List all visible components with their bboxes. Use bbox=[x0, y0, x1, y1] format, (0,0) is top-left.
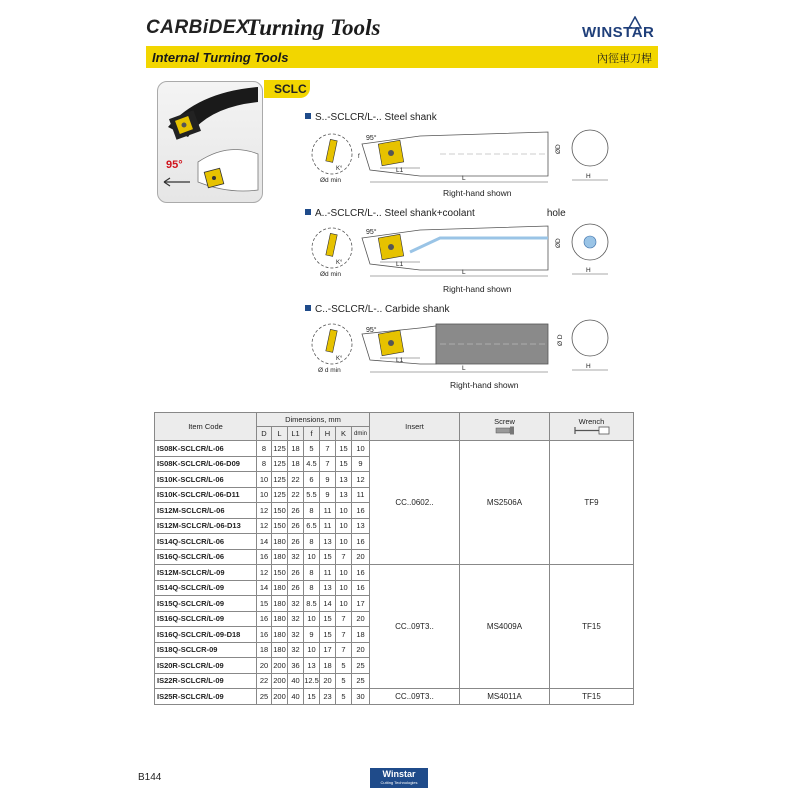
dim-cell: 4.5 bbox=[304, 456, 320, 472]
insert-cell: CC..09T3.. bbox=[370, 565, 460, 689]
item-code-cell: IS16Q-SCLCR/L-09-D18 bbox=[155, 627, 257, 643]
dim-cell: 150 bbox=[272, 518, 288, 534]
screw-cell: MS4009A bbox=[460, 565, 550, 689]
dim-l1: L1 bbox=[396, 167, 404, 174]
dim-cell: 15 bbox=[257, 596, 272, 612]
dim-l: L bbox=[462, 269, 466, 276]
dim-cell: 26 bbox=[288, 503, 304, 519]
logo-text: WINSTAR bbox=[582, 24, 655, 41]
col-dim-dmin: dmin bbox=[352, 427, 370, 441]
item-code-cell: IS15Q-SCLCR/L-09 bbox=[155, 596, 257, 612]
dim-cell: 16 bbox=[352, 565, 370, 581]
dim-cell: 6 bbox=[304, 472, 320, 488]
dim-cell: 10 bbox=[336, 565, 352, 581]
dim-cell: 11 bbox=[352, 487, 370, 503]
dim-angle: 95° bbox=[366, 135, 377, 142]
steel-shank-diagram bbox=[300, 126, 620, 190]
dim-cell: 12 bbox=[257, 565, 272, 581]
dim-cell: 7 bbox=[336, 549, 352, 565]
section-3-caption: Right-hand shown bbox=[450, 380, 519, 390]
item-code-cell: IS14Q-SCLCR/L-06 bbox=[155, 534, 257, 550]
bullet-square-icon bbox=[305, 113, 311, 119]
dim-cell: 8 bbox=[304, 565, 320, 581]
section-1-caption: Right-hand shown bbox=[443, 188, 512, 198]
dim-cell: 40 bbox=[288, 689, 304, 705]
dim-cell: 13 bbox=[320, 534, 336, 550]
dim-cell: 11 bbox=[320, 565, 336, 581]
bullet-square-icon bbox=[305, 209, 311, 215]
dim-cell: 5 bbox=[336, 673, 352, 689]
dim-cell: 17 bbox=[352, 596, 370, 612]
product-code-tab: SCLC bbox=[264, 80, 310, 98]
dim-cell: 20 bbox=[352, 642, 370, 658]
dim-angle: 95° bbox=[366, 327, 377, 334]
dim-dmin: Ød min bbox=[320, 177, 341, 184]
dim-cell: 5.5 bbox=[304, 487, 320, 503]
dim-k: K° bbox=[336, 166, 343, 172]
dim-cell: 180 bbox=[272, 642, 288, 658]
dim-cell: 15 bbox=[320, 549, 336, 565]
dim-cell: 15 bbox=[336, 456, 352, 472]
brand-name: CARBiDEX bbox=[146, 17, 250, 38]
dim-cell: 22 bbox=[257, 673, 272, 689]
dim-cell: 32 bbox=[288, 549, 304, 565]
dim-cell: 32 bbox=[288, 642, 304, 658]
wrench-icon bbox=[573, 426, 611, 435]
dim-d: ØD bbox=[555, 238, 562, 248]
spec-table bbox=[154, 412, 634, 705]
dim-cell: 7 bbox=[336, 611, 352, 627]
dim-cell: 10 bbox=[336, 534, 352, 550]
item-code-cell: IS16Q-SCLCR/L-09 bbox=[155, 611, 257, 627]
dim-cell: 26 bbox=[288, 534, 304, 550]
dim-cell: 18 bbox=[352, 627, 370, 643]
dim-cell: 16 bbox=[257, 611, 272, 627]
dim-cell: 17 bbox=[320, 642, 336, 658]
dim-cell: 7 bbox=[336, 642, 352, 658]
dim-cell: 22 bbox=[288, 487, 304, 503]
dim-cell: 10 bbox=[336, 518, 352, 534]
dim-dmin: Ø d min bbox=[318, 367, 341, 374]
screw-cell: MS2506A bbox=[460, 441, 550, 565]
insert-cell: CC..0602.. bbox=[370, 441, 460, 565]
item-code-cell: IS08K-SCLCR/L-06-D09 bbox=[155, 456, 257, 472]
dim-cell: 26 bbox=[288, 518, 304, 534]
screw-cell: MS4011A bbox=[460, 689, 550, 705]
dim-cell: 12.5 bbox=[304, 673, 320, 689]
dim-cell: 16 bbox=[257, 549, 272, 565]
wrench-cell: TF9 bbox=[550, 441, 634, 565]
item-code-cell: IS16Q-SCLCR/L-06 bbox=[155, 549, 257, 565]
dim-cell: 6.5 bbox=[304, 518, 320, 534]
dim-cell: 18 bbox=[257, 642, 272, 658]
section-label-cn: 內徑車刀桿 bbox=[597, 53, 652, 65]
dim-cell: 10 bbox=[304, 642, 320, 658]
item-code-cell: IS20R-SCLCR/L-09 bbox=[155, 658, 257, 674]
col-dim-h: H bbox=[320, 427, 336, 441]
dim-cell: 180 bbox=[272, 549, 288, 565]
dim-cell: 36 bbox=[288, 658, 304, 674]
dim-cell: 25 bbox=[352, 658, 370, 674]
dim-cell: 15 bbox=[320, 611, 336, 627]
dim-l1: L1 bbox=[396, 357, 404, 364]
dim-cell: 23 bbox=[320, 689, 336, 705]
dim-cell: 125 bbox=[272, 472, 288, 488]
insert-cell: CC..09T3.. bbox=[370, 689, 460, 705]
dim-cell: 32 bbox=[288, 627, 304, 643]
item-code-cell: IS25R-SCLCR/L-09 bbox=[155, 689, 257, 705]
col-dim-l: L bbox=[272, 427, 288, 441]
dim-cell: 8 bbox=[257, 456, 272, 472]
dim-cell: 180 bbox=[272, 611, 288, 627]
dim-cell: 180 bbox=[272, 596, 288, 612]
dim-cell: 20 bbox=[352, 611, 370, 627]
col-dim-k: K bbox=[336, 427, 352, 441]
section-2-title: A..-SCLCR/L-.. Steel shank+coolant hole bbox=[305, 208, 566, 219]
col-dimensions: Dimensions, mm bbox=[257, 413, 370, 427]
dim-cell: 5 bbox=[304, 441, 320, 457]
dim-cell: 13 bbox=[336, 472, 352, 488]
table-row bbox=[155, 441, 634, 457]
col-wrench: Wrench bbox=[550, 413, 634, 441]
dim-cell: 16 bbox=[352, 580, 370, 596]
dim-cell: 12 bbox=[257, 503, 272, 519]
dim-cell: 30 bbox=[352, 689, 370, 705]
dim-l: L bbox=[462, 175, 466, 182]
dim-cell: 18 bbox=[288, 456, 304, 472]
dim-cell: 5 bbox=[336, 689, 352, 705]
dim-dmin: Ød min bbox=[320, 271, 341, 278]
coolant-shank-diagram bbox=[300, 222, 620, 286]
angle-label: 95° bbox=[166, 159, 183, 171]
table-row bbox=[155, 565, 634, 581]
dim-cell: 8 bbox=[304, 503, 320, 519]
dim-cell: 200 bbox=[272, 689, 288, 705]
item-code-cell: IS10K-SCLCR/L-06 bbox=[155, 472, 257, 488]
screw-icon bbox=[494, 426, 516, 435]
dim-cell: 9 bbox=[320, 472, 336, 488]
dim-cell: 7 bbox=[320, 456, 336, 472]
wrench-cell: TF15 bbox=[550, 689, 634, 705]
dim-cell: 32 bbox=[288, 596, 304, 612]
dim-cell: 14 bbox=[257, 534, 272, 550]
dim-cell: 15 bbox=[320, 627, 336, 643]
dim-cell: 7 bbox=[320, 441, 336, 457]
dim-cell: 200 bbox=[272, 673, 288, 689]
logo-star-icon bbox=[628, 16, 642, 30]
dim-cell: 150 bbox=[272, 503, 288, 519]
dim-cell: 8 bbox=[257, 441, 272, 457]
dim-cell: 22 bbox=[288, 472, 304, 488]
dim-cell: 15 bbox=[336, 441, 352, 457]
col-dim-f: f bbox=[304, 427, 320, 441]
dim-f: f bbox=[358, 154, 360, 160]
item-code-cell: IS12M-SCLCR/L-09 bbox=[155, 565, 257, 581]
col-screw: Screw bbox=[460, 413, 550, 441]
dim-cell: 10 bbox=[257, 472, 272, 488]
dim-cell: 10 bbox=[336, 596, 352, 612]
page-number: B144 bbox=[138, 772, 162, 783]
dim-cell: 8 bbox=[304, 534, 320, 550]
dim-cell: 26 bbox=[288, 565, 304, 581]
dim-cell: 5 bbox=[336, 658, 352, 674]
table-row bbox=[155, 689, 634, 705]
dim-cell: 180 bbox=[272, 627, 288, 643]
dim-l1: L1 bbox=[396, 261, 404, 268]
dim-cell: 20 bbox=[320, 673, 336, 689]
dim-d: ØD bbox=[555, 144, 562, 154]
dim-cell: 14 bbox=[257, 580, 272, 596]
section-3-title: C..-SCLCR/L-.. Carbide shank bbox=[305, 304, 450, 315]
dim-cell: 150 bbox=[272, 565, 288, 581]
dim-cell: 8.5 bbox=[304, 596, 320, 612]
dim-cell: 25 bbox=[257, 689, 272, 705]
dim-cell: 13 bbox=[352, 518, 370, 534]
dim-cell: 26 bbox=[288, 580, 304, 596]
dim-cell: 32 bbox=[288, 611, 304, 627]
dim-cell: 20 bbox=[352, 549, 370, 565]
dim-cell: 10 bbox=[304, 549, 320, 565]
dim-cell: 12 bbox=[352, 472, 370, 488]
dim-cell: 7 bbox=[336, 627, 352, 643]
item-code-cell: IS08K-SCLCR/L-06 bbox=[155, 441, 257, 457]
dim-cell: 20 bbox=[257, 658, 272, 674]
dim-cell: 180 bbox=[272, 580, 288, 596]
col-dim-d: D bbox=[257, 427, 272, 441]
item-code-cell: IS22R-SCLCR/L-09 bbox=[155, 673, 257, 689]
dim-cell: 16 bbox=[352, 503, 370, 519]
dim-cell: 125 bbox=[272, 456, 288, 472]
dim-cell: 125 bbox=[272, 487, 288, 503]
section-label: Internal Turning Tools bbox=[152, 50, 289, 65]
dim-cell: 200 bbox=[272, 658, 288, 674]
carbide-shank-diagram bbox=[300, 318, 620, 382]
item-code-cell: IS18Q-SCLCR-09 bbox=[155, 642, 257, 658]
dim-cell: 14 bbox=[320, 596, 336, 612]
winstar-logo bbox=[582, 16, 656, 42]
dim-cell: 180 bbox=[272, 534, 288, 550]
bullet-square-icon bbox=[305, 305, 311, 311]
wrench-cell: TF15 bbox=[550, 565, 634, 689]
dim-cell: 10 bbox=[304, 611, 320, 627]
dim-h: H bbox=[586, 363, 591, 370]
col-dim-l1: L1 bbox=[288, 427, 304, 441]
item-code-cell: IS10K-SCLCR/L-06-D11 bbox=[155, 487, 257, 503]
dim-cell: 125 bbox=[272, 441, 288, 457]
dim-cell: 9 bbox=[352, 456, 370, 472]
dim-h: H bbox=[586, 267, 591, 274]
dim-cell: 8 bbox=[304, 580, 320, 596]
dim-cell: 13 bbox=[304, 658, 320, 674]
dim-cell: 11 bbox=[320, 503, 336, 519]
dim-angle: 95° bbox=[366, 229, 377, 236]
dim-cell: 18 bbox=[288, 441, 304, 457]
page-title: Turning Tools bbox=[246, 15, 381, 40]
section-2-caption: Right-hand shown bbox=[443, 284, 512, 294]
dim-cell: 10 bbox=[336, 580, 352, 596]
dim-cell: 13 bbox=[320, 580, 336, 596]
dim-d: Ø D bbox=[557, 334, 564, 346]
col-item-code: Item Code bbox=[155, 413, 257, 441]
item-code-cell: IS12M-SCLCR/L-06-D13 bbox=[155, 518, 257, 534]
dim-cell: 16 bbox=[257, 627, 272, 643]
dim-cell: 10 bbox=[257, 487, 272, 503]
dim-cell: 12 bbox=[257, 518, 272, 534]
item-code-cell: IS12M-SCLCR/L-06 bbox=[155, 503, 257, 519]
col-insert: Insert bbox=[370, 413, 460, 441]
dim-cell: 9 bbox=[320, 487, 336, 503]
section-1-title: S..-SCLCR/L-.. Steel shank bbox=[305, 112, 437, 123]
dim-h: H bbox=[586, 173, 591, 180]
dim-cell: 10 bbox=[336, 503, 352, 519]
dim-cell: 40 bbox=[288, 673, 304, 689]
dim-l: L bbox=[462, 365, 466, 372]
section-banner bbox=[146, 46, 658, 68]
product-photo bbox=[157, 81, 263, 203]
dim-cell: 18 bbox=[320, 658, 336, 674]
footer-logo: Winstar Cutting Technologies bbox=[370, 768, 428, 788]
dim-cell: 15 bbox=[304, 689, 320, 705]
dim-cell: 25 bbox=[352, 673, 370, 689]
item-code-cell: IS14Q-SCLCR/L-09 bbox=[155, 580, 257, 596]
dim-k: K° bbox=[336, 356, 343, 362]
dim-cell: 10 bbox=[352, 441, 370, 457]
dim-cell: 9 bbox=[304, 627, 320, 643]
dim-cell: 16 bbox=[352, 534, 370, 550]
dim-cell: 13 bbox=[336, 487, 352, 503]
dim-cell: 11 bbox=[320, 518, 336, 534]
dim-k: K° bbox=[336, 260, 343, 266]
